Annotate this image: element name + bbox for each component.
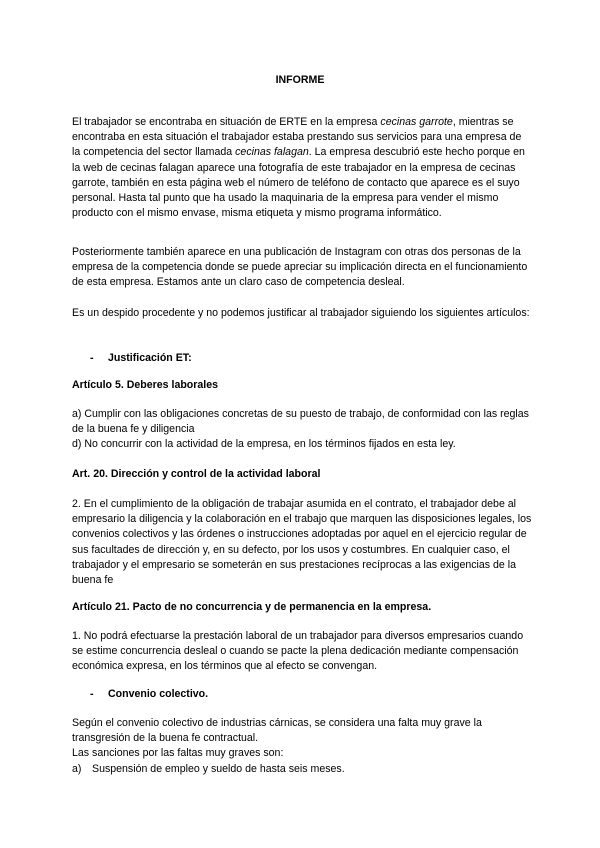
- article-21-heading: Artículo 21. Pacto de no concurrencia y de permanencia en la empresa.: [72, 601, 432, 613]
- bullet-justificacion: - Justificación ET:: [90, 352, 192, 364]
- conclusion-paragraph: Es un despido procedente y no podemos justificar al trabajador siguiendo los siguientes artículos:: [72, 307, 530, 319]
- bullet-convenio: - Convenio colectivo.: [90, 688, 209, 700]
- page-title: INFORME: [275, 74, 325, 86]
- article-21-body: 1. No podrá efectuarse la prestación laboral de un trabajador para diversos empresarios cuando se estime concurrencia desleal o cuando se pacte la plena dedicación mediante compensación económica expresa, en los términos que al efecto se convengan.: [72, 630, 524, 673]
- article-5-item-a: a) Cumplir con las obligaciones concretas de su puesto de trabajo, de conformidad con las reglas de la buena fe y diligencia: [72, 408, 529, 436]
- intro-paragraph: El trabajador se encontraba en situación de ERTE en la empresa cecinas garrote, mientras se encontraba en esta situación el trabajador estaba prestando sus servicios para una empresa de la competencia del sector llamada cecinas falagan. La empresa descubrió este hecho porque en la web de cecinas falagan aparece una fotografía de este trabajador en la empresa de cecinas garrote, también en esta página web el número de teléfono de contacto que aparece es el suyo personal. Hasta tal punto que ha usado la maquinaria de la empresa para vender el mismo producto con el mismo envase, misma etiqueta y mismo programa informático.: [72, 116, 525, 220]
- convenio-text: Según el convenio colectivo de industrias cárnicas, se considera una falta muy grave la transgresión de la buena fe contractual.: [72, 717, 482, 745]
- article-5-item-d: d) No concurrir con la actividad de la empresa, en los términos fijados en esta ley.: [72, 438, 456, 451]
- article-20-body: 2. En el cumplimiento de la obligación de trabajar asumida en el contrato, el trabajador debe al empresario la diligencia y la colaboración en el trabajo que marquen las disposiciones legales, los convenios colectivos y las órdenes o instrucciones adoptadas por aquel en el ejercicio regular de sus facultades de dirección y, en su defecto, por los usos y costumbres. En cualquier caso, el trabajador y el empresario se someterán en sus prestaciones recíprocas a las exigencias de la buena fe: [72, 498, 532, 587]
- article-5-heading: Artículo 5. Deberes laborales: [72, 379, 219, 391]
- sanciones-intro: Las sanciones por las faltas muy graves son:: [72, 747, 284, 760]
- company-name-garrote: cecinas garrote: [380, 116, 453, 128]
- instagram-paragraph: Posteriormente también aparece en una publicación de Instagram con otras dos personas de la empresa de la competencia donde se puede apreciar su implicación directa en el funcionamiento de esta empresa. Estamos ante un claro caso de competencia desleal.: [72, 246, 528, 289]
- article-5-body: [72, 407, 532, 453]
- company-name-falagan: cecinas falagan: [235, 146, 309, 159]
- sancion-item: a) Suspensión de empleo y sueldo de hasta seis meses.: [72, 762, 345, 775]
- article-20-heading: Art. 20. Dirección y control de la actividad laboral: [72, 468, 321, 480]
- convenio-body: [72, 716, 532, 777]
